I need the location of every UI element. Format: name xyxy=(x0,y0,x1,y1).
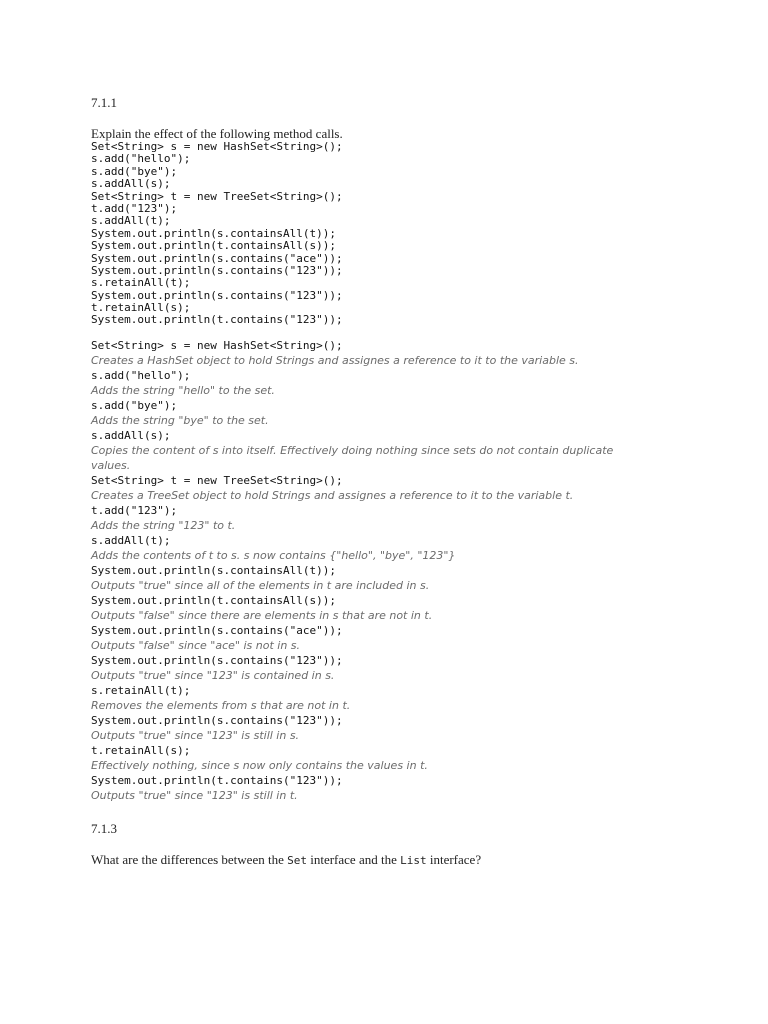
answer-code: System.out.println(t.contains("123")); xyxy=(91,774,343,787)
answer-note: Creates a TreeSet object to hold Strings and assignes a reference to it to the variable t. xyxy=(91,489,574,502)
code-line: t.add("123"); xyxy=(91,201,178,215)
exercise-prompt: Explain the effect of the following method calls. xyxy=(91,126,343,141)
answer-note: Outputs "true" since "123" is still in t. xyxy=(91,789,298,802)
code-line: System.out.println(t.containsAll(s)); xyxy=(91,239,337,253)
answer-code: Set<String> s = new HashSet<String>(); xyxy=(91,339,343,352)
set-interface-name: Set xyxy=(287,854,307,867)
answer-note: Outputs "false" since there are elements in s that are not in t. xyxy=(91,609,433,622)
code-line: s.addAll(s); xyxy=(91,177,171,191)
answer-note: Effectively nothing, since s now only contains the values in t. xyxy=(91,759,428,772)
code-line: Set<String> t = new TreeSet<String>(); xyxy=(91,189,343,203)
code-line: s.addAll(t); xyxy=(91,214,171,228)
answer-code: System.out.println(s.contains("ace")); xyxy=(91,624,343,637)
answer-note: Adds the string "hello" to the set. xyxy=(91,384,275,397)
list-interface-name: List xyxy=(400,854,427,867)
answer-code: System.out.println(s.contains("123")); xyxy=(91,714,343,727)
answer-note: Adds the string "bye" to the set. xyxy=(91,414,269,427)
answers-block xyxy=(91,338,691,803)
code-line: Set<String> s = new HashSet<String>(); xyxy=(91,140,343,153)
answer-code: System.out.println(t.containsAll(s)); xyxy=(91,594,337,607)
code-line: System.out.println(s.contains("123")); xyxy=(91,263,343,277)
code-line: System.out.println(s.contains("ace")); xyxy=(91,251,343,265)
answer-note: Outputs "true" since "123" is contained in s. xyxy=(91,669,335,682)
answer-note: Outputs "true" since all of the elements in t are included in s. xyxy=(91,579,430,592)
answer-code: System.out.println(s.contains("123")); xyxy=(91,654,343,667)
code-line: s.retainAll(t); xyxy=(91,276,191,290)
question-text-part: What are the differences between the xyxy=(91,852,288,867)
answer-code: s.retainAll(t); xyxy=(91,684,191,697)
answer-code: System.out.println(s.containsAll(t)); xyxy=(91,564,337,577)
answer-note: Creates a HashSet object to hold Strings and assignes a reference to it to the variable s. xyxy=(91,354,579,367)
answer-note: Removes the elements from s that are not in t. xyxy=(91,699,351,712)
code-line: s.add("bye"); xyxy=(91,164,178,178)
exercise-code-block xyxy=(91,141,343,327)
code-line: System.out.println(s.containsAll(t)); xyxy=(91,226,337,240)
answer-note: Adds the contents of t to s. s now contains {"hello", "bye", "123"} xyxy=(91,549,456,562)
answer-code: s.add("hello"); xyxy=(91,369,191,382)
answer-note: Outputs "false" since "ace" is not in s. xyxy=(91,639,301,652)
answer-code: Set<String> t = new TreeSet<String>(); xyxy=(91,474,343,487)
code-line: System.out.println(s.contains("123")); xyxy=(91,288,343,302)
code-line: t.retainAll(s); xyxy=(91,301,191,315)
section-heading-7-1-3: 7.1.3 xyxy=(91,821,117,836)
answer-code: s.add("bye"); xyxy=(91,399,178,412)
answer-note: Adds the string "123" to t. xyxy=(91,519,236,532)
code-line: System.out.println(t.contains("123")); xyxy=(91,313,343,327)
answer-code: t.retainAll(s); xyxy=(91,744,191,757)
answer-code: s.addAll(s); xyxy=(91,429,171,442)
answer-code: s.addAll(t); xyxy=(91,534,171,547)
question-text xyxy=(91,852,481,868)
question-text-part: interface and the xyxy=(306,852,401,867)
answer-note: Copies the content of s into itself. Effectively doing nothing since sets do not contain duplicate values. xyxy=(91,444,614,472)
answer-note: Outputs "true" since "123" is still in s. xyxy=(91,729,300,742)
code-line: s.add("hello"); xyxy=(91,152,191,166)
answer-code: t.add("123"); xyxy=(91,504,178,517)
question-text-part: interface? xyxy=(426,852,482,867)
section-heading-7-1-1: 7.1.1 xyxy=(91,95,117,110)
